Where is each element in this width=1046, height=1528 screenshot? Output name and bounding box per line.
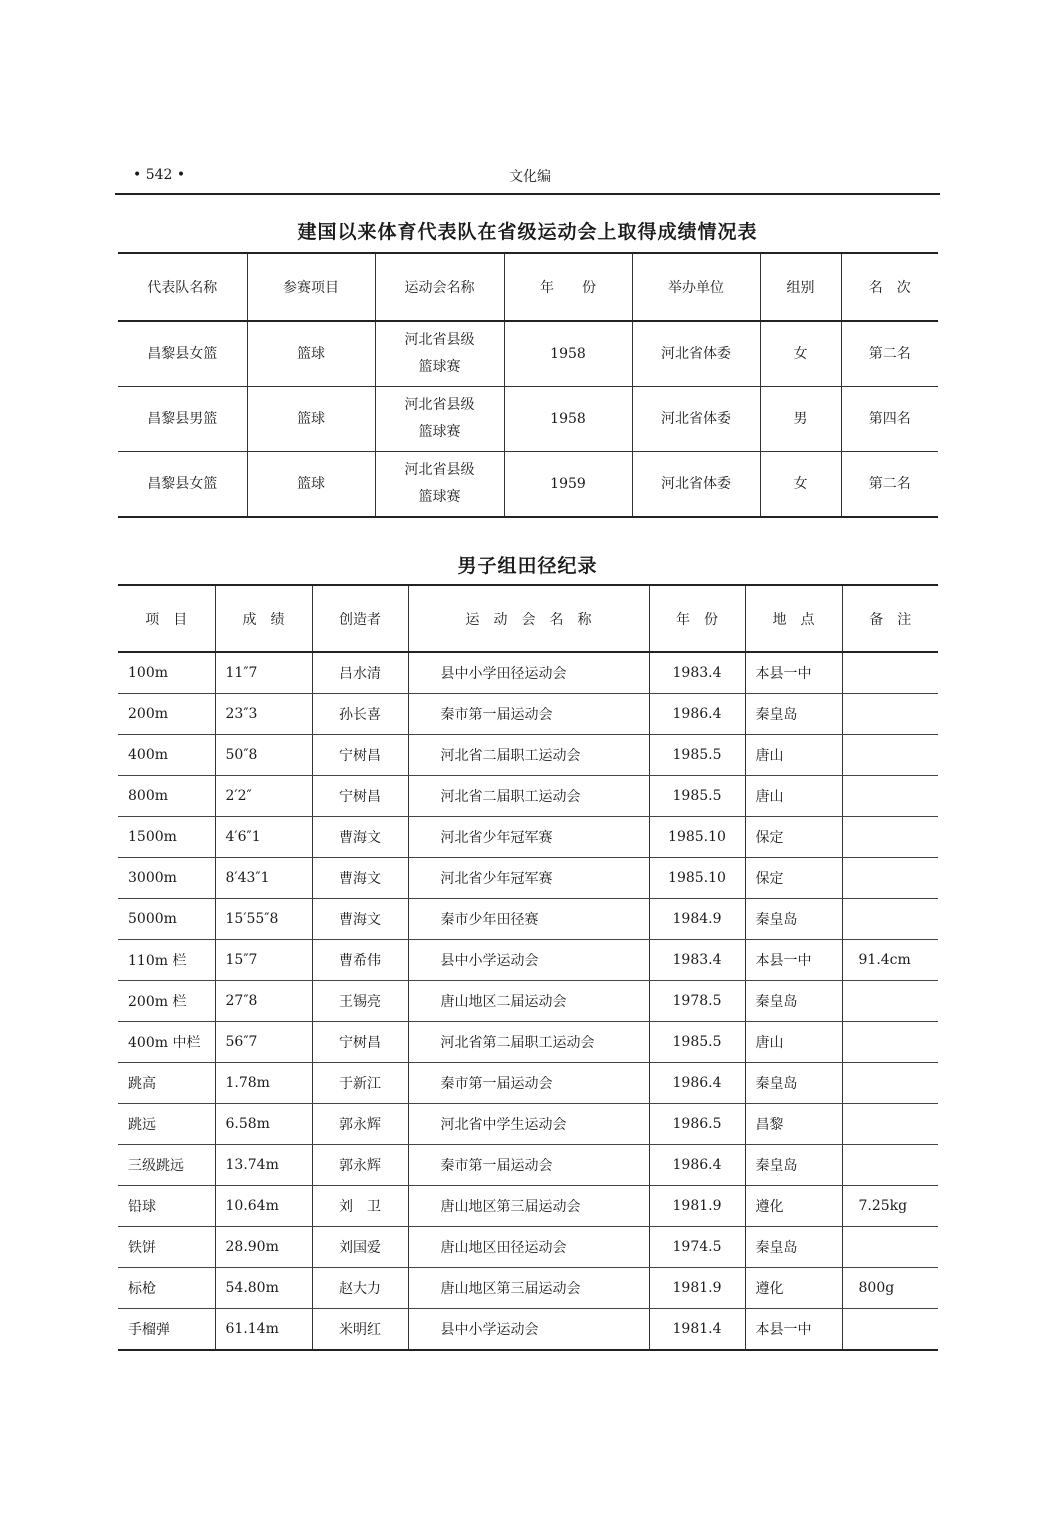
table-header-row [118, 585, 938, 652]
place-cell: 保定 [745, 858, 842, 899]
table-row [118, 1227, 938, 1268]
table-row [118, 899, 938, 940]
result-cell: 28.90m [215, 1227, 312, 1268]
col-header-event: 项 目 [118, 585, 215, 652]
meet-cell: 河北省少年冠军赛 [408, 817, 649, 858]
holder-cell: 于新江 [312, 1063, 408, 1104]
place-cell: 唐山 [745, 735, 842, 776]
meet-cell: 唐山地区第三届运动会 [408, 1268, 649, 1309]
holder-cell: 宁树昌 [312, 1022, 408, 1063]
note-cell [842, 652, 938, 694]
result-cell: 13.74m [215, 1145, 312, 1186]
result-cell: 50″8 [215, 735, 312, 776]
table-row [118, 776, 938, 817]
sport-cell: 篮球 [247, 321, 375, 387]
holder-cell: 刘国爱 [312, 1227, 408, 1268]
note-cell [842, 1309, 938, 1351]
team-cell: 昌黎县男篮 [118, 387, 247, 452]
note-cell [842, 1145, 938, 1186]
note-cell [842, 1022, 938, 1063]
date-cell: 1985.5 [649, 776, 745, 817]
event-cell: 200m 栏 [118, 981, 215, 1022]
holder-cell: 曹海文 [312, 817, 408, 858]
meet-cell: 秦市少年田径赛 [408, 899, 649, 940]
place-cell: 遵化 [745, 1186, 842, 1227]
group-cell: 女 [760, 452, 841, 518]
provincial-results-table [118, 252, 938, 518]
note-cell [842, 899, 938, 940]
event-cell: 铁饼 [118, 1227, 215, 1268]
header-rule [115, 193, 940, 195]
meet-cell: 唐山地区田径运动会 [408, 1227, 649, 1268]
event-cell: 5000m [118, 899, 215, 940]
date-cell: 1986.4 [649, 694, 745, 735]
meet-cell: 河北省县级 篮球赛 [375, 387, 504, 452]
place-cell: 保定 [745, 817, 842, 858]
result-cell: 2′2″ [215, 776, 312, 817]
event-cell: 200m [118, 694, 215, 735]
col-header-note: 备 注 [842, 585, 938, 652]
event-cell: 铅球 [118, 1186, 215, 1227]
table-row [118, 694, 938, 735]
date-cell: 1978.5 [649, 981, 745, 1022]
table-row [118, 452, 938, 518]
note-cell [842, 1104, 938, 1145]
holder-cell: 吕水清 [312, 652, 408, 694]
holder-cell: 曹海文 [312, 858, 408, 899]
place-cell: 唐山 [745, 776, 842, 817]
organizer-cell: 河北省体委 [632, 452, 760, 518]
result-cell: 15′55″8 [215, 899, 312, 940]
note-cell [842, 1063, 938, 1104]
holder-cell: 宁树昌 [312, 735, 408, 776]
place-cell: 秦皇岛 [745, 694, 842, 735]
col-header-holder: 创造者 [312, 585, 408, 652]
note-cell: 7.25kg [842, 1186, 938, 1227]
col-header-team: 代表队名称 [118, 253, 247, 321]
col-header-year: 年 份 [504, 253, 632, 321]
table-row [118, 940, 938, 981]
holder-cell: 刘 卫 [312, 1186, 408, 1227]
place-cell: 唐山 [745, 1022, 842, 1063]
event-cell: 3000m [118, 858, 215, 899]
event-cell: 110m 栏 [118, 940, 215, 981]
sport-cell: 篮球 [247, 387, 375, 452]
col-header-meet: 运 动 会 名 称 [408, 585, 649, 652]
meet-cell: 河北省第二届职工运动会 [408, 1022, 649, 1063]
col-header-rank: 名 次 [841, 253, 938, 321]
holder-cell: 宁树昌 [312, 776, 408, 817]
organizer-cell: 河北省体委 [632, 387, 760, 452]
meet-cell: 河北省少年冠军赛 [408, 858, 649, 899]
table-row [118, 858, 938, 899]
meet-cell: 县中小学运动会 [408, 940, 649, 981]
meet-cell: 河北省二届职工运动会 [408, 776, 649, 817]
table-row [118, 387, 938, 452]
event-cell: 跳高 [118, 1063, 215, 1104]
result-cell: 15″7 [215, 940, 312, 981]
running-header [120, 163, 940, 187]
organizer-cell: 河北省体委 [632, 321, 760, 387]
meet-cell: 唐山地区二届运动会 [408, 981, 649, 1022]
event-cell: 跳远 [118, 1104, 215, 1145]
col-header-result: 成 绩 [215, 585, 312, 652]
note-cell [842, 776, 938, 817]
table-row [118, 1022, 938, 1063]
table-row [118, 1063, 938, 1104]
date-cell: 1985.5 [649, 1022, 745, 1063]
table-row [118, 321, 938, 387]
note-cell [842, 694, 938, 735]
year-cell: 1959 [504, 452, 632, 518]
note-cell [842, 981, 938, 1022]
table-row [118, 735, 938, 776]
rank-cell: 第四名 [841, 387, 938, 452]
team-cell: 昌黎县女篮 [147, 345, 218, 362]
event-cell: 标枪 [118, 1268, 215, 1309]
col-header-sport: 参赛项目 [247, 253, 375, 321]
rank-cell: 第二名 [841, 452, 938, 518]
note-cell: 800g [842, 1268, 938, 1309]
result-cell: 10.64m [215, 1186, 312, 1227]
date-cell: 1981.9 [649, 1186, 745, 1227]
meet-cell: 秦市第一届运动会 [408, 1063, 649, 1104]
table1-title: 建国以来体育代表队在省级运动会上取得成绩情况表 [297, 221, 758, 243]
holder-cell: 米明红 [312, 1309, 408, 1351]
table2-title: 男子组田径纪录 [457, 555, 598, 577]
table-row [118, 1309, 938, 1351]
date-cell: 1983.4 [649, 652, 745, 694]
table-row [118, 1145, 938, 1186]
date-cell: 1981.9 [649, 1268, 745, 1309]
date-cell: 1984.9 [649, 899, 745, 940]
table-row [118, 1104, 938, 1145]
place-cell: 本县一中 [745, 652, 842, 694]
date-cell: 1985.10 [649, 817, 745, 858]
col-header-organizer: 举办单位 [632, 253, 760, 321]
result-cell: 27″8 [215, 981, 312, 1022]
holder-cell: 赵大力 [312, 1268, 408, 1309]
meet-cell: 河北省县级 篮球赛 [375, 321, 504, 387]
records-body [118, 652, 938, 1350]
place-cell: 秦皇岛 [745, 1063, 842, 1104]
result-cell: 6.58m [215, 1104, 312, 1145]
event-cell: 1500m [118, 817, 215, 858]
col-header-date: 年 份 [649, 585, 745, 652]
rank-cell: 第二名 [841, 321, 938, 387]
result-cell: 4′6″1 [215, 817, 312, 858]
group-cell: 男 [760, 387, 841, 452]
sport-cell: 篮球 [247, 452, 375, 518]
holder-cell: 孙长喜 [312, 694, 408, 735]
date-cell: 1981.4 [649, 1309, 745, 1351]
note-cell [842, 735, 938, 776]
event-cell: 400m 中栏 [118, 1022, 215, 1063]
event-cell: 400m [118, 735, 215, 776]
team-cell: 昌黎县女篮 [118, 452, 247, 518]
col-header-meet: 运动会名称 [375, 253, 504, 321]
result-cell: 23″3 [215, 694, 312, 735]
meet-cell: 秦市第一届运动会 [408, 1145, 649, 1186]
holder-cell: 王锡亮 [312, 981, 408, 1022]
note-cell: 91.4cm [842, 940, 938, 981]
place-cell: 秦皇岛 [745, 981, 842, 1022]
meet-cell: 河北省中学生运动会 [408, 1104, 649, 1145]
result-cell: 56″7 [215, 1022, 312, 1063]
group-cell: 女 [760, 321, 841, 387]
result-cell: 54.80m [215, 1268, 312, 1309]
meet-cell: 河北省县级 篮球赛 [375, 452, 504, 518]
section-title: 文化编 [509, 169, 551, 185]
place-cell: 秦皇岛 [745, 1227, 842, 1268]
meet-cell: 河北省二届职工运动会 [408, 735, 649, 776]
holder-cell: 郭永辉 [312, 1104, 408, 1145]
date-cell: 1974.5 [649, 1227, 745, 1268]
event-cell: 800m [118, 776, 215, 817]
place-cell: 本县一中 [745, 1309, 842, 1351]
meet-cell: 唐山地区第三届运动会 [408, 1186, 649, 1227]
holder-cell: 郭永辉 [312, 1145, 408, 1186]
place-cell: 本县一中 [745, 940, 842, 981]
event-cell: 三级跳远 [118, 1145, 215, 1186]
col-header-place: 地 点 [745, 585, 842, 652]
table-row [118, 1268, 938, 1309]
event-cell: 手榴弹 [128, 1322, 170, 1338]
note-cell [842, 1227, 938, 1268]
date-cell: 1983.4 [649, 940, 745, 981]
table-row [118, 817, 938, 858]
date-cell: 1986.5 [649, 1104, 745, 1145]
table-header-row [118, 253, 938, 321]
track-records-table [118, 584, 938, 1351]
year-cell: 1958 [504, 321, 632, 387]
result-cell: 8′43″1 [215, 858, 312, 899]
note-cell [842, 817, 938, 858]
holder-cell: 曹海文 [312, 899, 408, 940]
date-cell: 1985.5 [649, 735, 745, 776]
page-number: • 542 • [133, 167, 186, 183]
place-cell: 秦皇岛 [745, 899, 842, 940]
holder-cell: 曹希伟 [312, 940, 408, 981]
result-cell: 11″7 [215, 652, 312, 694]
date-cell: 1986.4 [649, 1063, 745, 1104]
event-cell: 100m [118, 652, 215, 694]
date-cell: 1985.10 [649, 858, 745, 899]
meet-cell: 县中小学田径运动会 [408, 652, 649, 694]
meet-cell: 县中小学运动会 [408, 1309, 649, 1351]
place-cell: 昌黎 [745, 1104, 842, 1145]
place-cell: 秦皇岛 [745, 1145, 842, 1186]
note-cell [842, 858, 938, 899]
year-cell: 1958 [504, 387, 632, 452]
date-cell: 1986.4 [649, 1145, 745, 1186]
meet-cell: 秦市第一届运动会 [408, 694, 649, 735]
table-row [118, 1186, 938, 1227]
result-cell: 61.14m [215, 1309, 312, 1351]
result-cell: 1.78m [215, 1063, 312, 1104]
place-cell: 遵化 [745, 1268, 842, 1309]
table-row [118, 981, 938, 1022]
col-header-group: 组别 [760, 253, 841, 321]
table-row [118, 652, 938, 694]
